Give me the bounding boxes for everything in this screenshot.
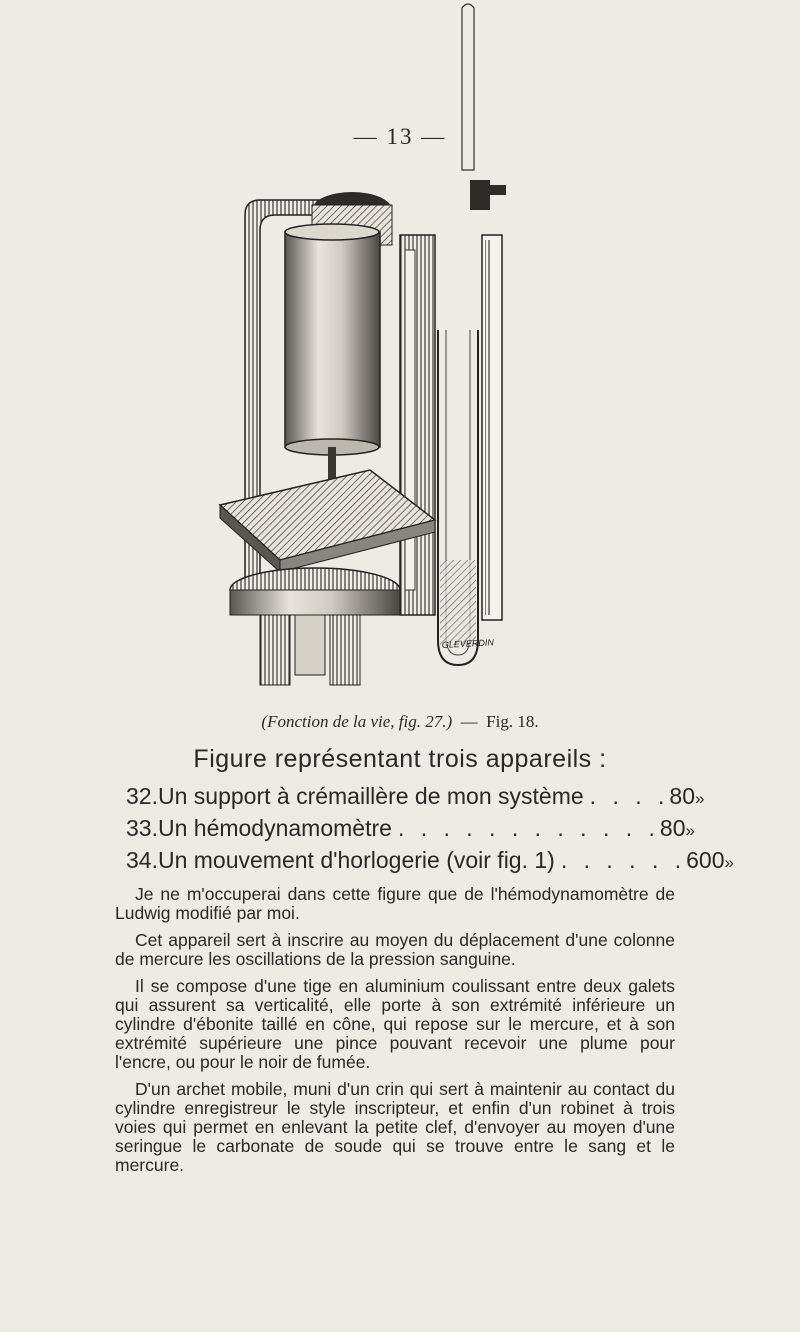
list-item bbox=[126, 847, 734, 879]
paragraph: Il se compose d'une tige en aluminium coulissant entre deux galets qui assurent sa verticalité, elle porte à son extrémité inférieure un cylindre d'ébonite taillé en cône, qui repose sur le mercure, et à son extrémité supérieure une pince pouvant recevoir une plume pour l'encre, ou pour le noir de fumée. bbox=[115, 976, 675, 1072]
entry-mark: » bbox=[695, 789, 705, 808]
list-item bbox=[126, 783, 705, 815]
apparatus-illustration bbox=[200, 0, 530, 690]
entry-text: Un support à crémaillère de mon système bbox=[157, 783, 584, 809]
caption-source: (Fonction de la vie, fig. 27.) bbox=[261, 712, 453, 731]
entry-number: 33. bbox=[126, 815, 158, 841]
entry-text: Un mouvement d'horlogerie (voir fig. 1) bbox=[157, 847, 555, 873]
caption-separator: — bbox=[460, 712, 478, 731]
entry-number: 32. bbox=[126, 783, 158, 809]
entry-leader: . . . . . . bbox=[560, 847, 687, 873]
entry-value: 80 bbox=[669, 783, 695, 809]
page-number: — 13 — bbox=[353, 124, 447, 149]
figure-title: Figure représentant trois appareils : bbox=[193, 745, 607, 773]
entry-value: 600 bbox=[686, 847, 725, 873]
entry-value: 80 bbox=[659, 815, 686, 841]
body-text bbox=[115, 885, 675, 1183]
paragraph: Je ne m'occuperai dans cette figure que de l'hémodynamomètre de Ludwig modifié par moi. bbox=[115, 884, 675, 923]
entry-mark: » bbox=[685, 821, 695, 840]
paragraph: D'un archet mobile, muni d'un crin qui sert à maintenir au contact du cylindre enregistreur le style inscripteur, et enfin d'un robinet à trois voies qui permet en enlevant la petite clef, d'envoyer au moyen d'une seringue le carbonate de soude qui se trouve entre le sang et le mercure. bbox=[115, 1079, 675, 1175]
entry-number: 34. bbox=[126, 847, 158, 873]
paragraph: Cet appareil sert à inscrire au moyen du déplacement d'une colonne de mercure les oscillations de la pression sanguine. bbox=[115, 930, 675, 969]
apparatus-list bbox=[126, 783, 734, 879]
engraver-signature: GLEVERDIN bbox=[441, 637, 495, 650]
caption-figure-number: Fig. 18. bbox=[486, 712, 539, 731]
entry-text: Un hémodynamomètre bbox=[157, 815, 392, 841]
list-item bbox=[126, 815, 695, 847]
entry-mark: » bbox=[724, 853, 734, 872]
entry-leader: . . . . . . . . . . . . bbox=[397, 815, 660, 841]
figure-caption bbox=[0, 712, 800, 732]
entry-leader: . . . . bbox=[589, 783, 670, 809]
